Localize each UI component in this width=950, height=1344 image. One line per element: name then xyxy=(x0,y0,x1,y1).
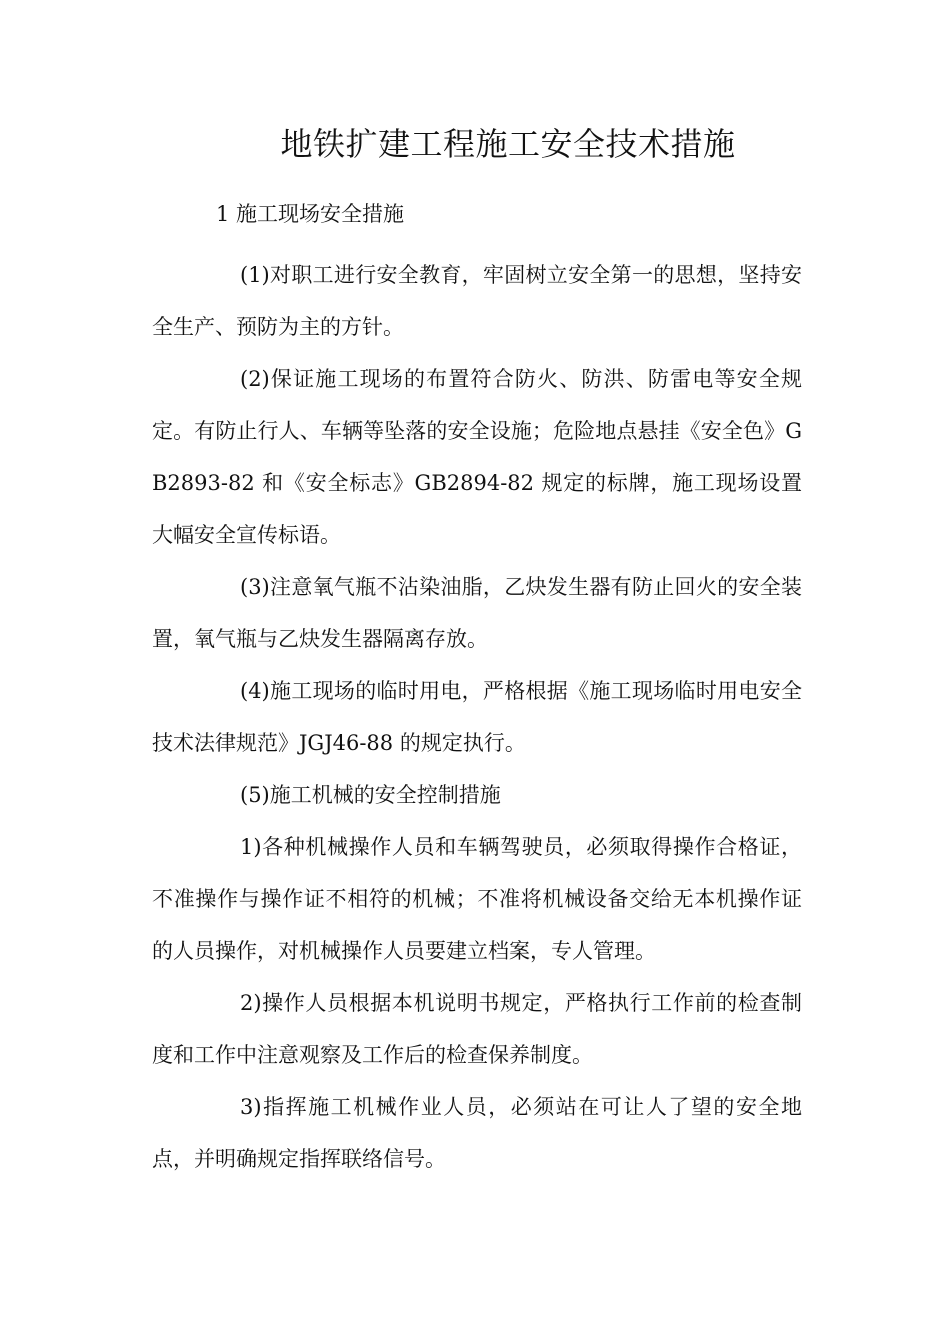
paragraph-7: 2)操作人员根据本机说明书规定，严格执行工作前的检查制度和工作中注意观察及工作后的检查保养制度。 xyxy=(152,991,802,1067)
paragraph-2: (2)保证施工现场的布置符合防火、防洪、防雷电等安全规定。有防止行人、车辆等坠落的安全设施；危险地点悬挂《安全色》GB2893-82 和《安全标志》GB2894-82 规定的标牌，施工现场设置大幅安全宣传标语。 xyxy=(152,367,802,547)
document-body xyxy=(152,249,802,1185)
paragraph-4: (4)施工现场的临时用电，严格根据《施工现场临时用电安全技术法律规范》JGJ46-88 的规定执行。 xyxy=(152,679,802,755)
paragraph-1: (1)对职工进行安全教育，牢固树立安全第一的思想，坚持安全生产、预防为主的方针。 xyxy=(152,263,802,339)
document-title: 地铁扩建工程施工安全技术措施 xyxy=(280,125,736,163)
paragraph-6: 1)各种机械操作人员和车辆驾驶员，必须取得操作合格证，不准操作与操作证不相符的机械；不准将机械设备交给无本机操作证的人员操作，对机械操作人员要建立档案，专人管理。 xyxy=(152,835,802,963)
section-heading: 1 施工现场安全措施 xyxy=(216,202,405,226)
paragraph-3: (3)注意氧气瓶不沾染油脂，乙炔发生器有防止回火的安全装置，氧气瓶与乙炔发生器隔离存放。 xyxy=(152,575,802,651)
paragraph-5: (5)施工机械的安全控制措施 xyxy=(240,783,501,807)
paragraph-8: 3)指挥施工机械作业人员，必须站在可让人了望的安全地点，并明确规定指挥联络信号。 xyxy=(152,1095,802,1171)
